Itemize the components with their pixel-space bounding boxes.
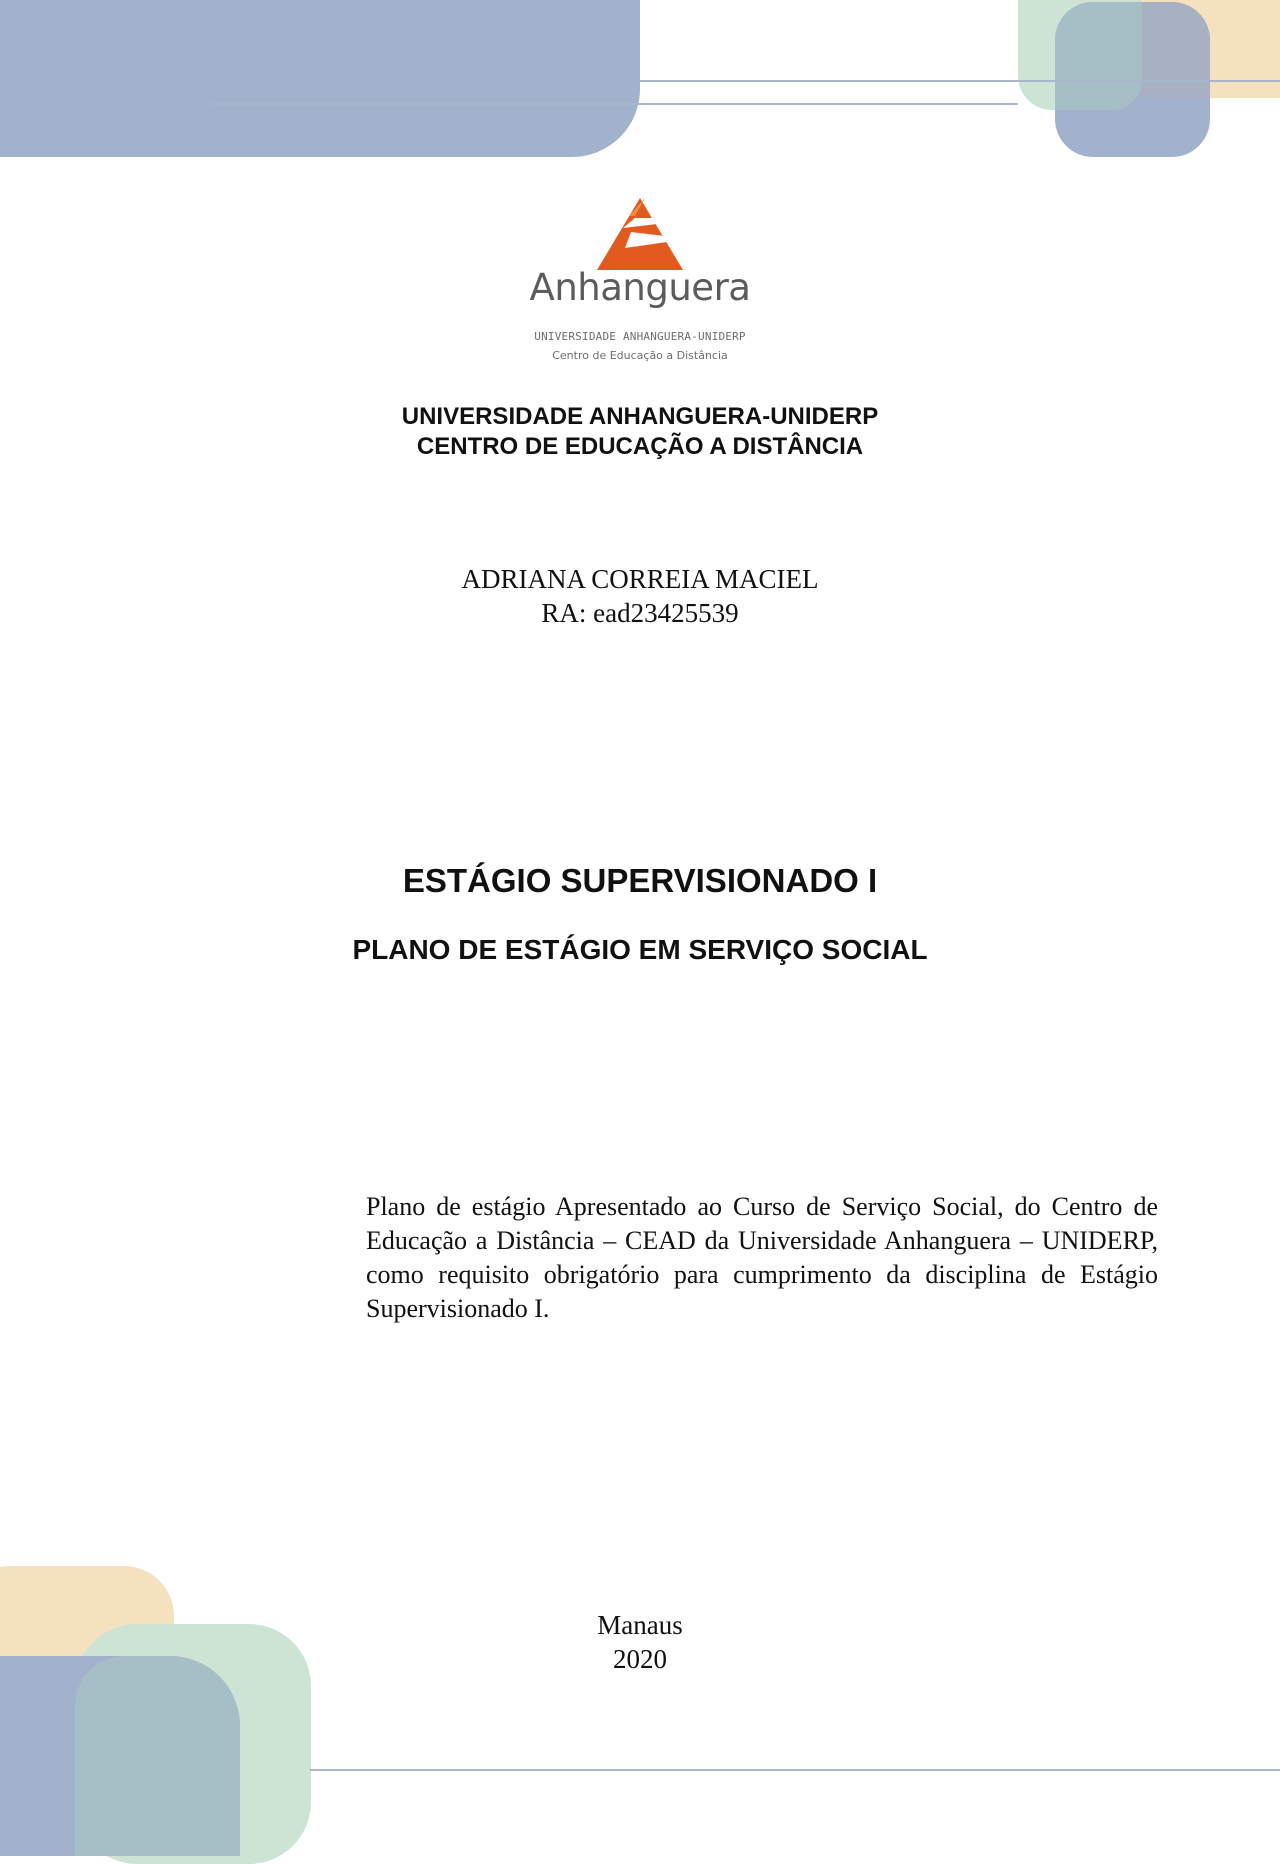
decor-overlap-shape-top-2 bbox=[1142, 2, 1210, 98]
decor-line-top-inner bbox=[210, 103, 1018, 105]
decor-overlap-shape-top bbox=[1055, 2, 1142, 110]
document-subtitle: PLANO DE ESTÁGIO EM SERVIÇO SOCIAL bbox=[352, 934, 928, 965]
decor-overlap-shape-bottom bbox=[75, 1656, 240, 1856]
document-title: ESTÁGIO SUPERVISIONADO I bbox=[402, 862, 878, 899]
logo-wordmark: Anhanguera bbox=[529, 266, 751, 309]
logo-subtitle-center: Centro de Educação a Distância bbox=[552, 349, 728, 362]
city: Manaus bbox=[597, 1610, 683, 1640]
author-ra: RA: ead23425539 bbox=[541, 598, 739, 628]
presentation-note: Plano de estágio Apresentado ao Curso de Serviço Social, do Centro de Educação a Distância – CEAD da Universidade Anhanguera – UNIDERP, como requisito obrigatório para cumprimento da disciplina de Estágio Supervisionado I. bbox=[366, 1192, 1158, 1323]
university-logo bbox=[0, 196, 1280, 371]
anhanguera-triangle-icon bbox=[595, 196, 685, 272]
year: 2020 bbox=[613, 1644, 667, 1674]
decor-line-bottom bbox=[310, 1769, 1280, 1771]
institution-center: CENTRO DE EDUCAÇÃO A DISTÂNCIA bbox=[416, 433, 864, 460]
institution-name: UNIVERSIDADE ANHANGUERA-UNIDERP bbox=[401, 403, 879, 430]
author-name: ADRIANA CORREIA MACIEL bbox=[461, 564, 819, 594]
logo-subtitle-university: UNIVERSIDADE ANHANGUERA-UNIDERP bbox=[534, 330, 746, 343]
decor-blue-banner-top-left bbox=[0, 0, 640, 157]
